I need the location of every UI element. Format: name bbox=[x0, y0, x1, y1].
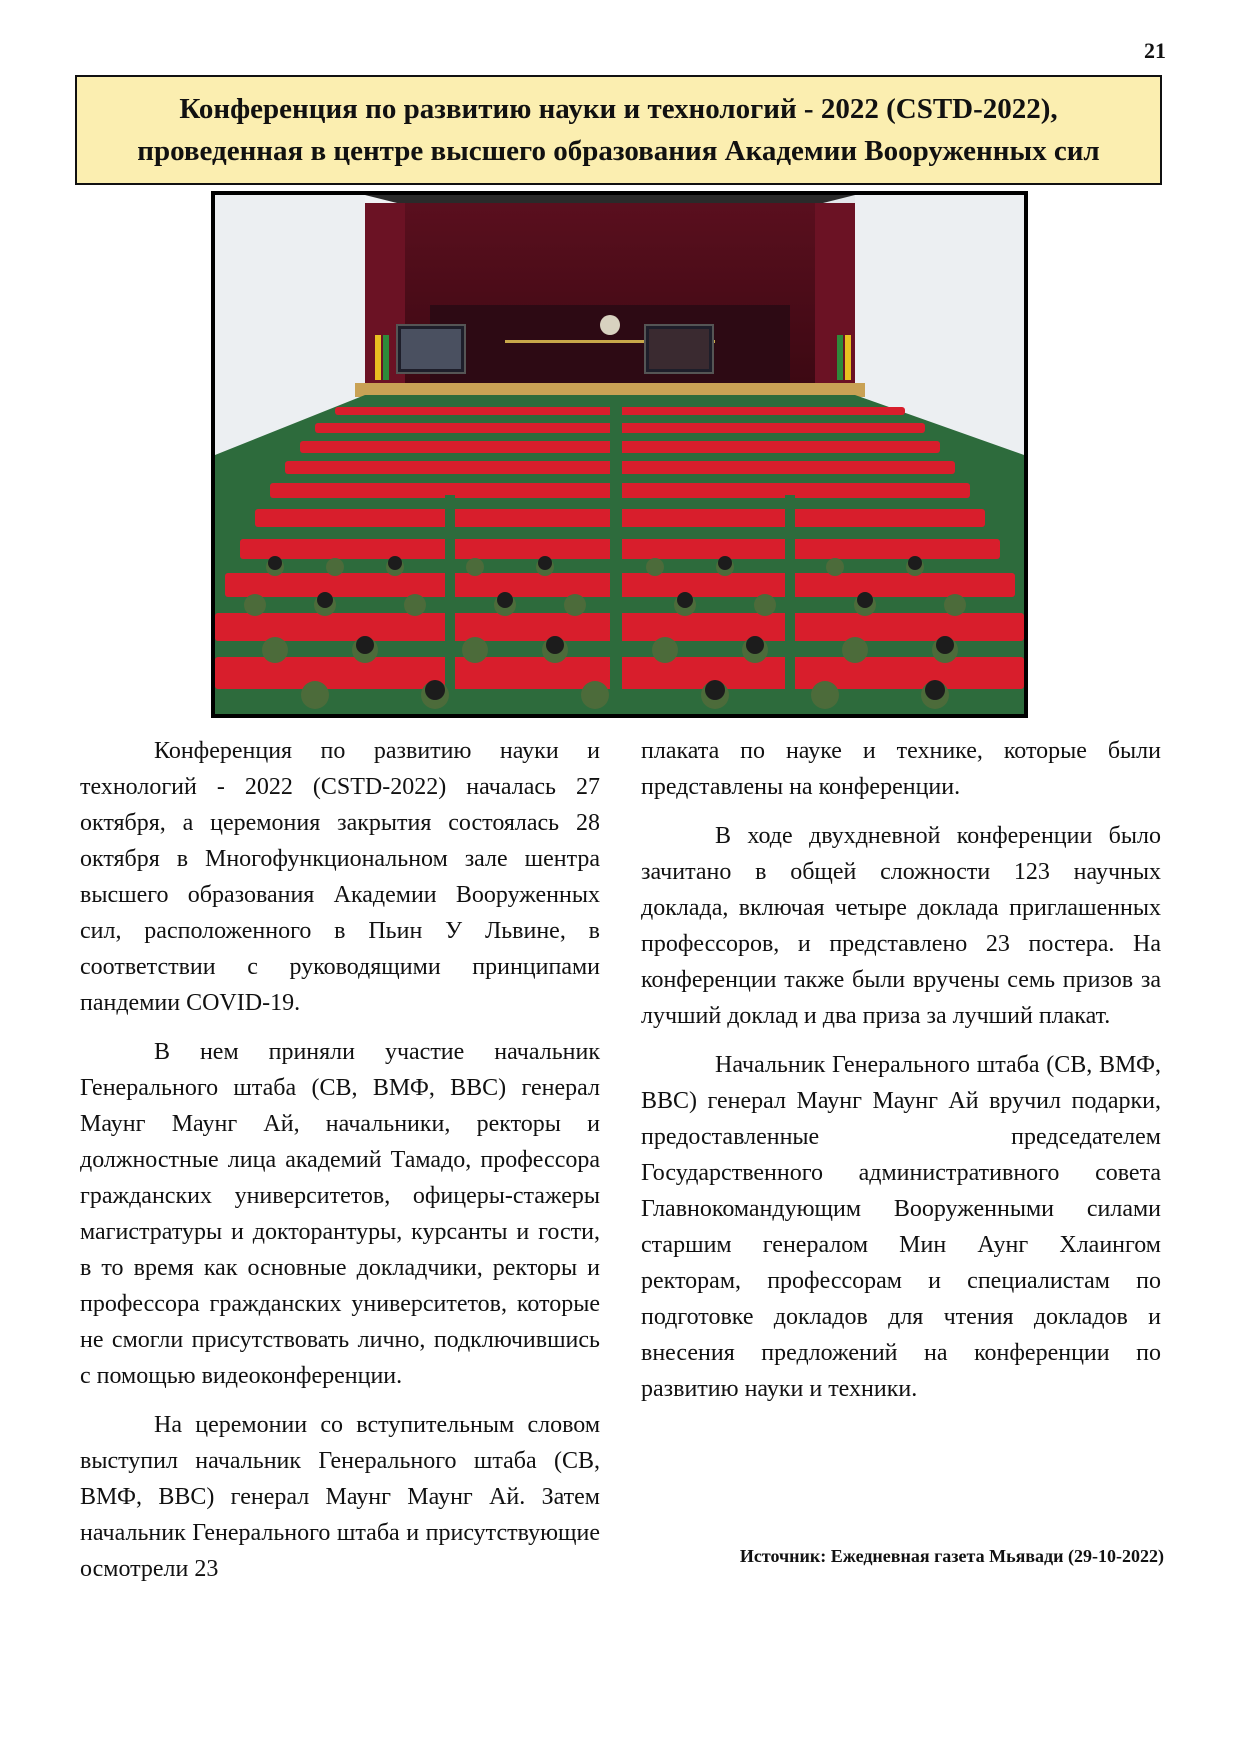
page-number: 21 bbox=[1144, 38, 1166, 63]
left-column bbox=[80, 733, 600, 1600]
article-title-line1: Конференция по развитию науки и технологий - 2022 (CSTD-2022), bbox=[179, 93, 1058, 125]
article-title-line2: проведенная в центре высшего образования Академии Вооруженных сил bbox=[137, 135, 1100, 167]
paragraph: На церемонии со вступительным словом выступил начальник Генерального штаба (СВ, ВМФ, ВВС) генерал Маунг Маунг Ай. Затем начальник Генерального штаба и присутствующие осмотрели 23 bbox=[80, 1412, 600, 1582]
source-credit: Источник: Ежедневная газета Мьявади (29-10-2022) bbox=[739, 1546, 1164, 1566]
paragraph: В ходе двухдневной конференции было зачитано в общей сложности 123 научных доклада, включая четыре доклада приглашенных профессоров, и представлено 23 постера. На конференции также были вручены семь призов за лучший доклад и два приза за лучший плакат. bbox=[641, 823, 1161, 1029]
paragraph-continuation: плаката по науке и технике, которые были представлены на конференции. bbox=[641, 738, 1161, 800]
paragraph: В нем приняли участие начальник Генерального штаба (СВ, ВМФ, ВВС) генерал Маунг Маунг Ай, начальники, ректоры и должностные лица академий Тамадо, профессора гражданских университетов, офицеры-стажеры магистратуры и докторантуры, курсанты и гости, в то время как основные докладчики, ректоры и профессора гражданских университетов, которые не смогли присутствовать лично, подключившись с помощью видеоконференции. bbox=[80, 1039, 600, 1389]
paragraph: Начальник Генерального штаба (СВ, ВМФ, ВВС) генерал Маунг Маунг Ай вручил подарки, предоставленные председателем Государственного административного совета Главнокомандующим Вооруженными силами старшим генералом Мин Аунг Хлаингом ректорам, профессорам и специалистам по подготовке докладов для чтения докладов и внесения предложений на конференции по развитию науки и техники. bbox=[641, 1052, 1161, 1402]
article-title-box bbox=[75, 75, 1162, 185]
right-column bbox=[641, 733, 1161, 1420]
paragraph: Конференция по развитию науки и технологий - 2022 (CSTD-2022) началась 27 октября, а церемония закрытия состоялась 28 октября в Многофункциональном зале шентра высшего образования Академии Вооруженных сил, расположенного в Пьин У Львине, в соответствии с руководящими принципами пандемии COVID-19. bbox=[80, 738, 600, 1016]
conference-hall-photo bbox=[211, 191, 1028, 718]
